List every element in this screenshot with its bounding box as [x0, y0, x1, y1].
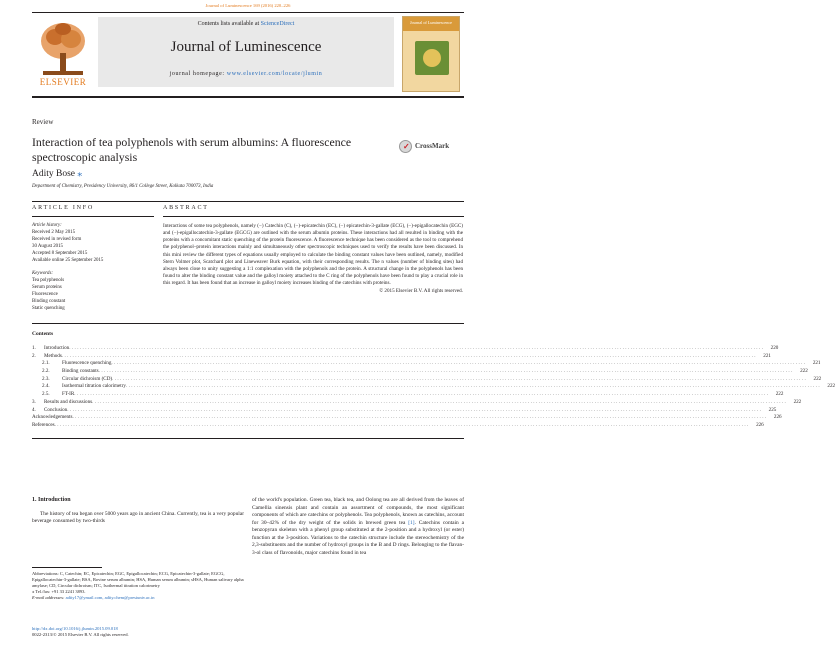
toc-entry-label[interactable]: Methods [44, 352, 62, 359]
journal-reference[interactable]: Journal of Luminescence 169 (2016) 220–226 [205, 3, 291, 8]
bottom-meta [32, 626, 244, 639]
author-name: Adity Bose [32, 169, 76, 179]
homepage-link[interactable]: www.elsevier.com/locate/jlumin [226, 71, 323, 77]
keyword: Serum proteins [32, 285, 62, 291]
contents-available-prefix: Contents lists available at [197, 21, 260, 27]
author-footnote-mark[interactable]: ⁎ [77, 169, 83, 179]
toc-entry-page: 222 [813, 375, 822, 382]
toc-leader-dots: .................................................................................................................................................................................................................................................................... [125, 383, 822, 390]
abbreviations-footnote: Abbreviations: C, Catechin; EC, Epicatechin; EGC, Epigallocatechin; ECG, Epicatechin-3-gallate; EGCG, Epigallocatechin-3-gallate; BSA, Bovine serum albumin; HSA, Human serum albumin; sHSA, Human salivary alpha amylase; CD, Circular dichroism; ITC, Isothermal titration calorimetry [32, 570, 244, 588]
toc-entry-page: 222 [775, 391, 784, 398]
toc-entry-label[interactable]: Results and discussions [44, 398, 93, 405]
history-item: Available online 25 September 2015 [32, 257, 104, 263]
toc-entry-label[interactable]: Circular dichroism (CD) [62, 375, 113, 382]
introduction-heading: 1. Introduction [32, 497, 71, 503]
toc-leader-dots: .................................................................................................................................................................................................................................................................... [74, 391, 770, 398]
issn-line: 0022-2313/© 2015 Elsevier B.V. All rights reserved. [32, 632, 129, 638]
toc-leader-dots: .................................................................................................................................................................................................................................................................... [69, 345, 765, 351]
toc-entry-label[interactable]: Isothermal titration calorimetry [62, 383, 126, 390]
author-line [32, 168, 82, 179]
toc-entry-number: 2.3. [42, 375, 50, 382]
toc-entry-page: 222 [800, 368, 808, 375]
contents-heading: Contents [32, 331, 54, 337]
keyword: Static quenching [32, 305, 65, 311]
table-of-contents [32, 345, 835, 430]
crossmark-label: CrossMark [415, 142, 450, 150]
toc-leader-dots: .................................................................................................................................................................................................................................................................... [112, 375, 808, 382]
abstract-copyright: © 2015 Elsevier B.V. All rights reserved. [379, 288, 463, 295]
history-item: Received 2 May 2015 [32, 229, 76, 235]
toc-entry-page: 221 [812, 360, 821, 367]
toc-entry[interactable] [32, 383, 835, 391]
toc-entry-number: 2.4. [42, 383, 50, 390]
homepage-prefix: journal homepage: [169, 71, 225, 77]
journal-header-box [98, 17, 394, 87]
toc-entry-label[interactable]: Acknowledgements [32, 414, 73, 421]
abstract-heading: ABSTRACT [163, 205, 209, 211]
history-item: 30 August 2015 [32, 243, 63, 249]
toc-entry-page: 220 [770, 345, 779, 351]
keyword: Fluorescence [32, 292, 58, 298]
article-info-heading: ARTICLE INFO [32, 205, 95, 211]
keywords-label: Keywords: [32, 271, 54, 277]
journal-homepage-line [98, 71, 394, 77]
divider-contents [32, 323, 464, 324]
banner-top-rule [32, 12, 464, 13]
toc-entry-number: 2.5. [42, 391, 50, 398]
toc-entry-page: 222 [793, 398, 802, 405]
toc-entry-number: 4. [32, 406, 36, 413]
abstract-text: Interactions of some tea polyphenols, namely (−) Catechin (C), (−)-epicatechin (EC), (−) epicatechin-3-gallate (ECG), (−)-epigallocatechin (EGC) and (−)-epigallocatechin-3-gallate (EGCG) are outlined with the serum albumin proteins. These interactions had all resulted in binding with the proteins with a concomitant static quenching of the protein fluorescence. A fluorescence technique has been considered as the tool to comprehend the polyphenol–protein interactions mainly and simultaneously other spectroscopic techniques used to verify the results have been discussed. In this mini review the different types of equations usually employed to calculate the binding constant values have been outlined, namely, modified Stern Volmer plot, Scatchard plot and Lineweaver Burk equation, with their corresponding results. The n values (number of binding sites) had always been close to unity suggesting a 1:1 complexation with the polyphenols and the protein. A structural change in the polyphenols has been found to alter the binding constant value and the galloyl moiety attached to the C ring of the polyphenols have been found to play a crucial role in this regard. It has been found that an increase in galloyl moiety increases binding of the catechins with proteins. [163, 223, 463, 287]
toc-entry-number: 3. [32, 398, 36, 405]
divider-body [32, 438, 464, 439]
toc-entry[interactable] [32, 414, 782, 422]
cover-title: Journal of Luminescence [409, 20, 453, 25]
toc-entry-label[interactable]: Fluorescence quenching [62, 360, 112, 367]
footnote-rule [32, 567, 102, 568]
journal-cover-thumbnail[interactable] [402, 16, 460, 92]
toc-leader-dots: .................................................................................................................................................................................................................................................................... [92, 398, 788, 405]
contents-available-line [98, 21, 394, 27]
crossmark-badge[interactable] [399, 140, 463, 154]
article-info [32, 223, 154, 313]
history-item: Accepted 8 September 2015 [32, 250, 88, 256]
toc-entry-number: 2.2. [42, 368, 50, 375]
body-paragraph-part: . Catechins contain a benzopyran skeleton with a phenyl group substituted at the 2-position and a hydroxyl (or ester) function at the 3-position. Variations to the catechin structure include the stereochemistry of the 2,3-substituents and the number of hydroxyl groups in the B and D rings. Belonging to the flavan-3-ol class of flavonoids, major catechins found in tea [252, 519, 464, 556]
toc-entry-label[interactable]: Introduction [44, 345, 70, 351]
toc-entry[interactable] [32, 391, 784, 399]
toc-entry-number: 1. [32, 345, 36, 351]
toc-entry[interactable] [32, 398, 802, 407]
doi-link[interactable]: http://dx.doi.org/10.1016/j.jlumin.2015.09.018 [32, 626, 118, 631]
sciencedirect-link[interactable]: ScienceDirect [260, 21, 295, 27]
email-label: E-mail addresses: [32, 595, 65, 601]
body-left-column [32, 497, 244, 526]
toc-entry[interactable] [32, 406, 777, 415]
toc-entry-page: 226 [773, 414, 782, 421]
toc-entry-number: 2. [32, 352, 36, 359]
toc-entry-label[interactable]: References [32, 421, 55, 428]
author-affiliation: Department of Chemistry, Presidency University, 86/1 College Street, Kolkata 700073, India [32, 184, 214, 189]
toc-entry-label[interactable]: Binding constants [62, 368, 99, 375]
toc-entry-page: 226 [756, 421, 764, 428]
banner-bottom-rule [32, 96, 464, 98]
footnotes [32, 567, 244, 602]
toc-entry-page: 221 [763, 352, 771, 359]
history-item: Received in revised form [32, 236, 82, 242]
abstract-rule [163, 216, 464, 217]
publisher-logo-text: ELSEVIER [39, 77, 87, 87]
keyword: Tea polyphenols [32, 278, 65, 284]
abstract [163, 223, 463, 296]
toc-entry[interactable] [32, 375, 822, 384]
article-title: Interaction of tea polyphenols with serum albumins: A fluorescence spectroscopic analysis [32, 135, 352, 164]
divider-top [32, 201, 464, 202]
toc-leader-dots: .................................................................................................................................................................................................................................................................... [72, 414, 768, 421]
toc-entry[interactable] [32, 352, 771, 361]
email-footnote [32, 595, 244, 601]
toc-leader-dots: .................................................................................................................................................................................................................................................................... [67, 406, 763, 413]
keyword: Binding constant [32, 299, 66, 305]
toc-leader-dots: .................................................................................................................................................................................................................................................................... [98, 368, 794, 375]
email-link[interactable]: adity17@ymail.com, adity.chem@presiuniv.ac.in [65, 595, 155, 601]
body-right-column [252, 497, 464, 557]
journal-banner [32, 12, 464, 98]
toc-entry[interactable] [32, 345, 779, 353]
toc-leader-dots: .................................................................................................................................................................................................................................................................... [54, 421, 750, 428]
citation-link[interactable]: [1] [408, 519, 415, 526]
journal-name: Journal of Luminescence [170, 39, 322, 55]
toc-leader-dots: .................................................................................................................................................................................................................................................................... [61, 352, 757, 359]
crossmark-icon: ✓ [399, 140, 412, 153]
toc-entry-page: 225 [768, 406, 777, 413]
toc-entry-label[interactable]: Conclusion [44, 406, 68, 413]
article-info-rule [32, 216, 154, 217]
toc-entry[interactable] [32, 421, 764, 430]
introduction-paragraph: The history of tea began over 5000 years ago in ancient China. Currently, tea is a very popular beverage consumed by two-thirds [32, 510, 244, 524]
body-paragraph-part: of the world's population. Green tea, black tea, and Oolong tea are all derived from the leaves of Camellia sinensis plant and contain an assortment of compounds, the most significant components of which are catechins or polyphenols. Tea polyphenols, known as catechins, account for 30–42% of the dry weight of the solids in brewed green tea [252, 497, 464, 526]
telephone-footnote: ⁎ Tel./fax: +91 33 2241 3893. [32, 589, 86, 595]
toc-entry-label[interactable]: FT-IR [62, 391, 75, 398]
toc-entry[interactable] [32, 368, 808, 376]
article-type: Review [32, 118, 54, 126]
toc-entry[interactable] [32, 360, 821, 368]
toc-leader-dots: .................................................................................................................................................................................................................................................................... [111, 360, 807, 367]
history-label: Article history: [32, 223, 62, 228]
toc-entry-page: 222 [827, 383, 835, 390]
toc-entry-number: 2.1. [42, 360, 50, 367]
cover-image-detail [423, 49, 441, 67]
